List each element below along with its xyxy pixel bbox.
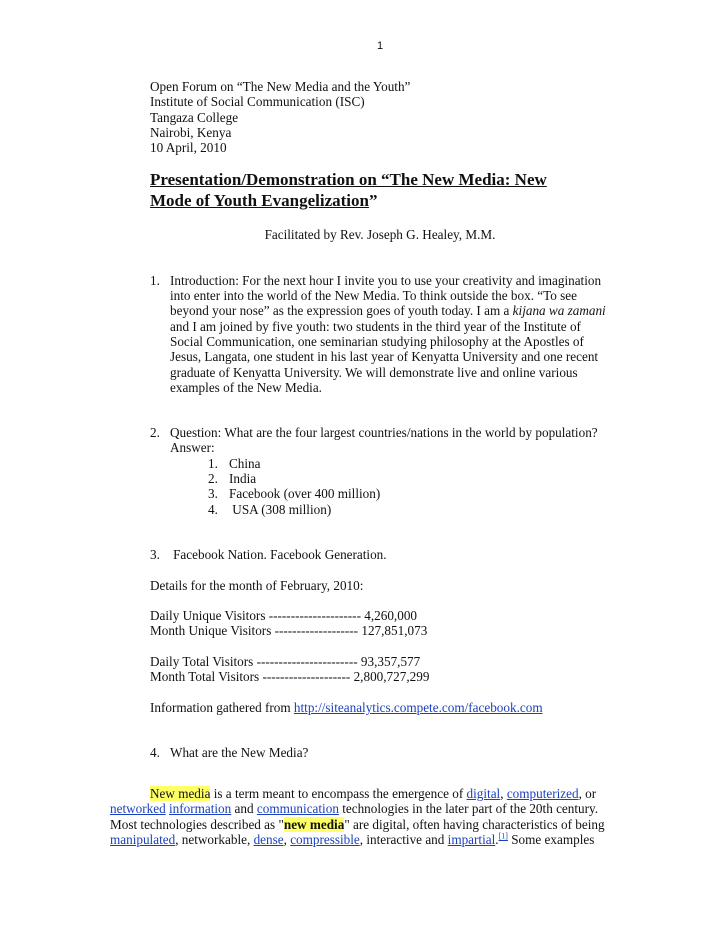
paragraph-text: , (283, 831, 291, 847)
answer-number: 4. (208, 501, 218, 517)
paragraph-text: , interactive and (359, 831, 448, 847)
header-line: Open Forum on “The New Media and the Youth” (150, 79, 411, 94)
answer-text: USA (308 million) (229, 501, 332, 517)
header-line: Tangaza College (150, 109, 239, 125)
title-line-2 (150, 190, 610, 211)
answer-item (208, 502, 610, 517)
answer-item (208, 486, 610, 501)
link-dense[interactable]: dense (253, 831, 284, 847)
title-line-1: Presentation/Demonstration on “The New Media: New (150, 170, 547, 190)
facilitator: Facilitated by Rev. Joseph G. Healey, M.M. (264, 227, 496, 243)
paragraph-line: and I am joined by five youth: two students in the third year of the Institute of (170, 318, 581, 334)
paragraph-text: is a term meant to encompass the emergence of (210, 786, 467, 801)
details-intro: Details for the month of February, 2010: (150, 577, 364, 593)
header-line: Institute of Social Communication (ISC) (150, 94, 365, 110)
paragraph-text: technologies in the later part of the 20th century. (338, 801, 599, 817)
header-line: Nairobi, Kenya (150, 124, 232, 140)
paragraph-line (170, 303, 610, 318)
source-line (150, 700, 610, 715)
paragraph-line: into enter into the world of the New Media. To think outside the box. “To see (170, 288, 578, 304)
stat-line: Daily Total Visitors ----------------------- 93,357,577 (150, 654, 421, 670)
answer-text: Facebook (over 400 million) (229, 486, 381, 502)
stat-line: Month Unique Visitors ------------------- 127,851,073 (150, 623, 428, 639)
link-manipulated[interactable]: manipulated (110, 831, 176, 847)
italic-phrase: kijana wa zamani (512, 303, 606, 319)
new-media-paragraph (110, 786, 610, 847)
link-information[interactable]: information (168, 801, 232, 817)
paragraph-text: " are digital, often having characteristics of being (344, 816, 605, 832)
source-link[interactable]: http://siteanalytics.compete.com/facebook.com (293, 699, 543, 715)
paragraph-text: Most technologies described as " (110, 816, 284, 832)
answer-label: Answer: (170, 440, 215, 456)
paragraph-text: , (500, 786, 507, 801)
answer-list (170, 456, 610, 517)
answer-number: 2. (208, 471, 218, 487)
paragraph-line (110, 801, 610, 816)
paragraph-text: beyond your nose” as the expression goes of youth today. I am a (170, 303, 513, 319)
item-number: 2. (150, 425, 160, 441)
link-networked[interactable]: networked (110, 801, 166, 817)
paragraph-text: , networkable, (175, 831, 254, 847)
paragraph-line (110, 817, 610, 832)
stat-line: Daily Unique Visitors --------------------- 4,260,000 (150, 608, 418, 624)
list-item-introduction (150, 273, 610, 395)
paragraph-text: . (495, 831, 499, 847)
paragraph-text: and (231, 801, 257, 817)
answer-item (208, 456, 610, 471)
title-close-quote: ” (368, 191, 378, 211)
paragraph-text: Some examples (507, 831, 595, 847)
answer-text: India (229, 471, 257, 487)
paragraph-line: Jesus, Langata, one student in his last year of Kenyatta University and one recent (170, 349, 599, 365)
list-item-question (150, 425, 610, 517)
footnote-link[interactable]: [1] (498, 831, 508, 841)
item-number: 1. (150, 272, 160, 288)
answer-item (208, 471, 610, 486)
paragraph-text: , or (578, 786, 597, 801)
paragraph-line: examples of the New Media. (170, 379, 322, 395)
link-communication[interactable]: communication (256, 801, 339, 817)
paragraph-line: Social Communication, one seminarian studying philosophy at the Apostles of (170, 333, 584, 349)
link-impartial[interactable]: impartial (447, 831, 496, 847)
answer-number: 1. (208, 455, 218, 471)
question-text: Question: What are the four largest countries/nations in the world by population? (170, 425, 598, 441)
highlight-new-media-bold: new media (283, 816, 345, 832)
link-digital[interactable]: digital (466, 786, 501, 801)
link-computerized[interactable]: computerized (506, 786, 579, 801)
paragraph-line (110, 832, 610, 847)
title-line-2-text: Mode of Youth Evangelization (150, 191, 369, 211)
item-heading: What are the New Media? (170, 745, 309, 761)
stat-line: Month Total Visitors -------------------- 2,800,727,299 (150, 669, 430, 685)
source-label: Information gathered from (150, 699, 294, 715)
document-body (150, 79, 610, 761)
answer-text: China (229, 455, 261, 471)
link-compressible[interactable]: compressible (290, 831, 360, 847)
paragraph-line: Introduction: For the next hour I invite you to use your creativity and imagination (170, 272, 602, 288)
facebook-nation-heading: 3. Facebook Nation. Facebook Generation. (150, 546, 387, 562)
paragraph-line (110, 786, 610, 801)
page-number: 1 (376, 40, 384, 52)
header-line: 10 April, 2010 (150, 140, 227, 156)
paragraph-line: graduate of Kenyatta University. We will demonstrate live and online various (170, 364, 578, 380)
document-title (150, 169, 610, 211)
answer-number: 3. (208, 486, 218, 502)
list-item-new-media (150, 745, 610, 760)
item-number: 4. (150, 745, 160, 761)
highlight-new-media: New media (150, 786, 211, 801)
